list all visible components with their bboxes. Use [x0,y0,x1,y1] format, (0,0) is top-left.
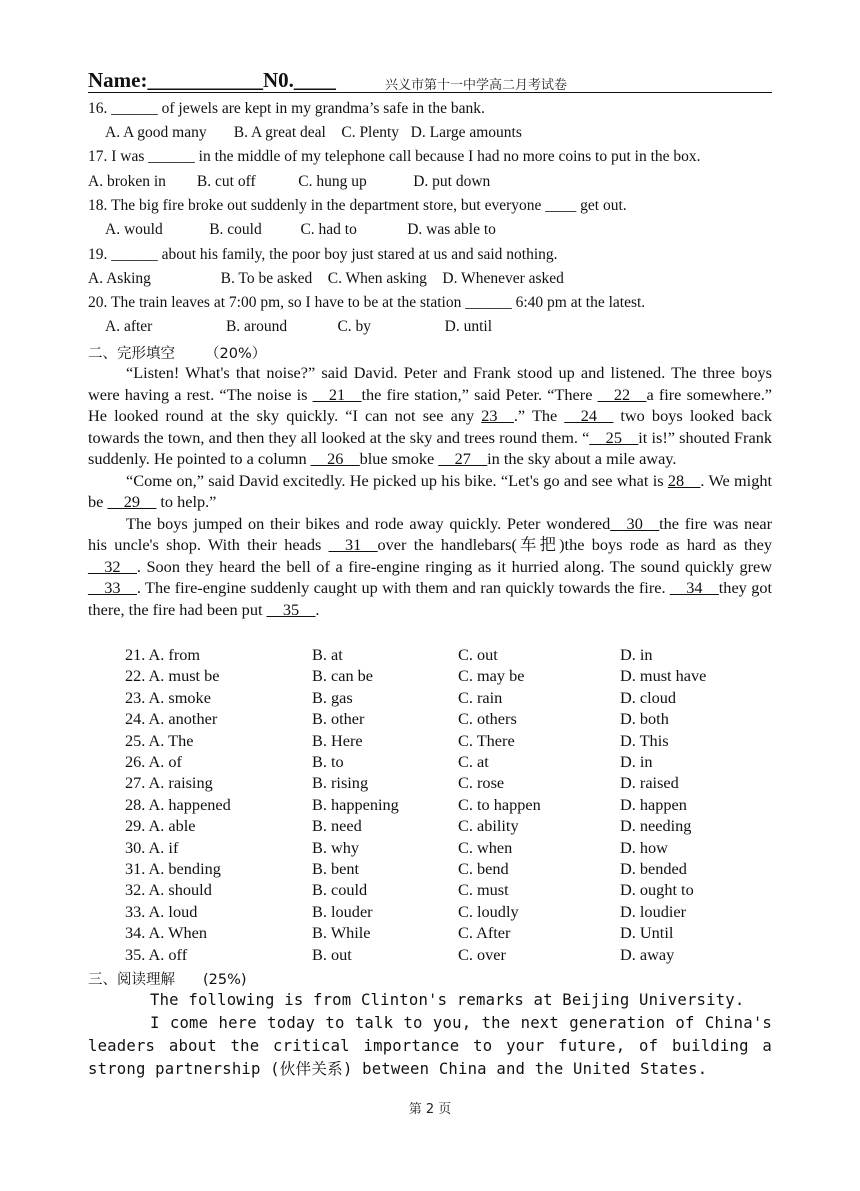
cloze-paragraph-2: “Come on,” said David excitedly. He picked up his bike. “Let's go and see what is 28__. We might be __29__ to help.” [88,470,772,511]
option-a: 29. A. able [125,816,196,836]
option-c: C. There [458,730,515,750]
question-16: 16. ______ of jewels are kept in my grandma’s safe in the bank. [88,100,485,117]
option-c: C. loudly [458,901,519,921]
option-a: 31. A. bending [125,859,221,878]
option-a: 25. A. The [125,730,194,750]
option-d: D. in [620,645,653,664]
option-a: 33. A. loud [125,901,198,921]
blank-22: __22__ [597,384,647,404]
option-a: 34. A. When [125,923,208,943]
question-20: 20. The train leaves at 7:00 pm, so I have to be at the station ______ 6:40 pm at the latest. [88,294,646,311]
option-c: C. at [458,752,489,771]
option-d: D. This [620,730,669,750]
option-a: 23. A. smoke [125,687,211,707]
option-a: 27. A. raising [125,773,213,793]
section-2-heading: 二、完形填空 （20%） [88,346,267,362]
question-16-options: A. A good many B. A great deal C. Plenty D. Large amounts [105,124,522,141]
option-a: 24. A. another [125,709,218,729]
reading-paragraph-1: The following is from Clinton's remarks at Beijing University. [150,991,745,1009]
reading-passage [88,989,772,1081]
option-d: D. in [620,752,653,771]
option-a: 35. A. off [125,944,188,964]
option-b: B. other [312,709,365,729]
option-d: D. happen [620,794,687,814]
option-c: C. when [458,837,513,857]
blank-27: __27__ [438,449,488,468]
question-19: 19. ______ about his family, the poor boy just stared at us and said nothing. [88,246,558,263]
question-20-options: A. after B. around C. by D. until [105,318,493,335]
option-b: B. need [312,816,362,836]
option-b: B. happening [312,794,399,814]
option-b: B. louder [312,901,373,921]
option-c: C. ability [458,816,519,836]
option-b: B. to [312,752,344,771]
option-b: B. bent [312,859,360,878]
blank-26: __26__ [310,449,360,468]
name-number-field: Name:___________N0.____ [88,68,336,92]
blank-31: __31__ [328,535,378,554]
blank-23: 23__ [481,406,514,425]
blank-25: __25__ [589,427,639,447]
question-19-options: A. Asking B. To be asked C. When asking D. Whenever asked [88,270,564,287]
option-b: B. could [312,880,368,900]
blank-24: __24__ [564,406,614,425]
option-b: B. While [312,923,371,943]
option-b: B. at [312,645,343,664]
page-header [88,66,772,93]
reading-paragraph-2: I come here today to talk to you, the next generation of China's leaders about the critical importance to your future, of building a strong partnership (伙伴关系) between China and the United States. [88,1014,772,1078]
question-18-options: A. would B. could C. had to D. was able to [105,221,496,238]
option-c: C. over [458,944,506,964]
option-a: 30. A. if [125,837,179,857]
option-d: D. raised [620,773,679,793]
question-18: 18. The big fire broke out suddenly in the department store, but everyone ____ get out. [88,197,627,214]
option-c: C. others [458,709,517,729]
blank-29: __29__ [107,492,157,511]
option-b: B. gas [312,687,353,707]
option-c: C. rain [458,687,503,707]
option-c: C. rose [458,773,505,793]
option-c: C. may be [458,666,525,686]
option-d: D. Until [620,923,674,943]
option-a: 22. A. must be [125,666,220,686]
blank-32: __32__ [88,556,137,576]
option-d: D. how [620,837,668,857]
blank-33: __33__ [88,578,137,597]
cloze-paragraph-3: The boys jumped on their bikes and rode away quickly. Peter wondered__30__the fire was near his uncle's shop. With their heads __31__over the handlebars(车把)the boys rode as hard as they __32__. Soon they heard the bell of a fire-engine ringing as it hurried along. The sound quickly grew __33__. The fire-engine suddenly caught up with them and ran quickly towards the fire. __34__they got there, the fire had been put __35__. [88,513,773,619]
option-d: D. must have [620,666,707,686]
option-c: C. After [458,923,511,943]
page-number: 第 2 页 [408,1102,452,1117]
option-b: B. can be [312,666,374,686]
question-17-options: A. broken in B. cut off C. hung up D. put down [88,173,491,190]
blank-21: __21__ [312,384,362,404]
option-c: C. out [458,645,498,664]
option-d: D. both [620,709,669,729]
option-d: D. needing [620,816,692,836]
option-d: D. away [620,944,675,964]
option-a: 26. A. of [125,752,182,771]
option-c: C. to happen [458,794,541,814]
option-a: 32. A. should [125,880,212,900]
section-3-heading: 三、阅读理解 (25%) [88,972,247,988]
option-b: B. Here [312,730,363,750]
option-b: B. why [312,837,360,857]
blank-30: __30__ [610,513,660,533]
option-d: D. loudier [620,901,687,921]
option-d: D. ought to [620,880,694,900]
blank-34: __34__ [669,578,719,597]
cloze-passage [88,362,772,620]
option-d: D. cloud [620,687,677,707]
question-17: 17. I was ______ in the middle of my telephone call because I had no more coins to put in the box. [88,148,701,165]
blank-35: __35__ [266,599,316,619]
option-b: B. rising [312,773,369,793]
cloze-paragraph-1: “Listen! What's that noise?” said David. Peter and Frank stood up and listened. The three boys were having a rest. “The noise is __21__the fire station,” said Peter. “There __22__a fire somewhere.” He looked round at the sky quickly. “I can not see any 23__.” The __24__ two boys looked back towards the town, and then they all looked at the sky and trees round them. “__25__it is!” shouted Frank suddenly. He pointed to a column __26__blue smoke __27__in the sky about a mile away. [88,363,772,468]
option-a: 21. A. from [125,645,201,664]
blank-28: 28__ [667,470,701,490]
exam-title: 兴义市第十一中学高二月考试卷 [385,78,568,93]
option-a: 28. A. happened [125,794,231,814]
option-c: C. bend [458,859,509,878]
option-d: D. bended [620,859,687,878]
option-c: C. must [458,880,509,900]
option-b: B. out [312,944,352,964]
